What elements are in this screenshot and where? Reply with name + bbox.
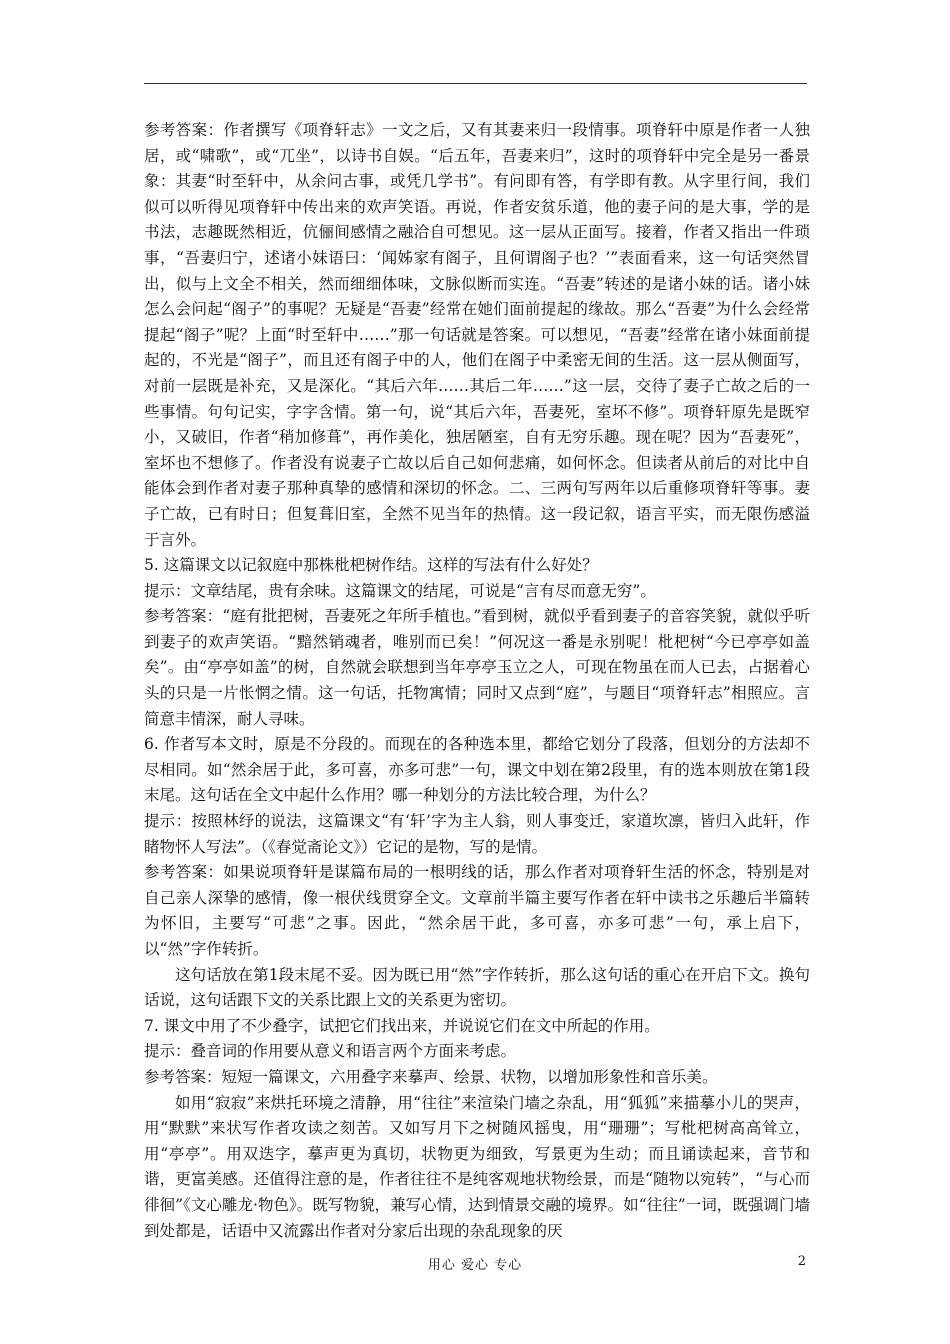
question-6: 6. 作者写本文时，原是不分段的。而现在的各种选本里，都给它划分了段落，但划分的方法却不尽相同。如“然余居于此，多可喜，亦多可悲”一句，课文中划在第2段里，有的选本则放在第1段末尾。这句话在全文中起什么作用？哪一种划分的方法比较合理，为什么？ xyxy=(144,735,810,805)
question-7: 7. 课文中用了不少叠字，试把它们找出来，并说说它们在文中所起的作用。 xyxy=(144,1016,660,1035)
question-5: 5. 这篇课文以记叙庭中那株枇杷树作结。这样的写法有什么好处？ xyxy=(144,556,598,575)
hint: 提示：叠音词的作用要从意义和语言两个方面来考虑。 xyxy=(144,1042,517,1061)
hint: 提示：文章结尾，贵有余味。这篇课文的结尾，可说是“言有尽而意无穷”。 xyxy=(144,581,656,600)
paragraph: 这句话放在第1段末尾不妥。因为既已用“然”字作转折，那么这句话的重心在开启下文。换句话说，这句话跟下文的关系比跟上文的关系更为密切。 xyxy=(144,965,810,1010)
page-number: 2 xyxy=(797,1254,806,1269)
paragraph: 参考答案：作者撰写《项脊轩志》一文之后，又有其妻来归一段情事。项脊轩中原是作者一人独居，或“啸歌”，或“兀坐”，以诗书自娱。“后五年，吾妻来归”，这时的项脊轩中完全是另一番景象：其妻“时至轩中，从余问古事，或凭几学书”。有问即有答，有学即有教。从字里行间，我们似可以听得见项脊轩中传出来的欢声笑语。再说，作者安贫乐道，他的妻子问的是大事，学的是书法，志趣既然相近，伉俪间感情之融洽自可想见。这一层从正面写。接着，作者又指出一件琐事，“吾妻归宁，述诸小妹语曰：‘闻姊家有阁子，且何谓阁子也？’”表面看来，这一句话突然冒出，似与上文全不相关，然而细细体味，文脉似断而实连。“吾妻”转述的是诸小妹的话。诸小妹怎么会问起“阁子”的事呢？无疑是“吾妻”经常在她们面前提起的缘故。那么“吾妻”为什么会经常提起“阁子”呢？上面“时至轩中……”那一句话就是答案。可以想见，“吾妻”经常在诸小妹面前提起的，不光是“阁子”，而且还有阁子中的人，他们在阁子中柔密无间的生活。这一层从侧面写，对前一层既是补充，又是深化。“其后六年……其后二年……”这一层，交待了妻子亡故之后的一些事情。句句记实，字字含情。第一句，说“其后六年，吾妻死，室坏不修”。项脊轩原先是既窄小，又破旧，作者“稍加修葺”，再作美化，独居陋室，自有无穷乐趣。现在呢？因为“吾妻死”，室坏也不想修了。作者没有说妻子亡故以后自己如何悲痛，如何怀念。但读者从前后的对比中自能体会到作者对妻子那种真挚的感情和深切的怀念。二、三两句写两年以后重修项脊轩等事。妻子亡故，已有时日；但复葺旧室，全然不见当年的热情。这一段记叙，语言平实，而无限伤感溢于言外。 xyxy=(144,121,810,549)
document-body xyxy=(144,118,810,1244)
hint: 提示：按照林纾的说法，这篇课文“有‘轩’字为主人翁，则人事变迁，家道坎凛，皆归入此轩，作睹物怀人写法”。（《春觉斋论文》）它记的是物，写的是情。 xyxy=(144,812,810,856)
answer: 参考答案：如果说项脊轩是谋篇布局的一根明线的话，那么作者对项脊轩生活的怀念，特别是对自己亲人深挚的感情，像一根伏线贯穿全文。文章前半篇主要写作者在轩中读书之乐趣后半篇转为怀旧，主要写“可悲”之事。因此，“然余居干此，多可喜，亦多可悲”一句，承上启下，以“然”字作转折。 xyxy=(144,863,810,958)
paragraph: 如用“寂寂”来烘托环境之清静，用“往往”来渲染门墙之杂乱，用“狐狐”来描摹小儿的哭声，用“默默”来状写作者攻读之刻苦。又如写月下之树随风摇曳，用“珊珊”；写枇杷树高高耸立，用“亭亭”。用双迭字，摹声更为真切，状物更为细致，写景更为生动；而且诵读起来，音节和谐，更富美感。还值得注意的是，作者往往不是纯客观地状物绘景，而是“随物以宛转”，“与心而徘徊”《文心雕龙·物色》。既写物貌，兼写心情，达到情景交融的境界。如“往往”一词，既强调门墙到处都是，话语中又流露出作者对分家后出现的杂乱现象的厌 xyxy=(144,1093,810,1240)
header-rule xyxy=(144,83,807,84)
answer: 参考答案：短短一篇课文，六用叠字来摹声、绘景、状物，以增加形象性和音乐美。 xyxy=(144,1067,718,1086)
footer-motto: 用心 爱心 专心 xyxy=(427,1258,523,1273)
answer: 参考答案：“庭有批把树，吾妻死之年所手植也。”看到树，就似乎看到妻子的音容笑貌，就似乎听到妻子的欢声笑语。“黯然销魂者，唯别而已矣！”何况这一番是永别呢！枇杷树“今已亭亭如盖矣”。由“亭亭如盖”的树，自然就会联想到当年亭亭玉立之人，可现在物虽在而人已去，占据着心头的只是一片怅惘之情。这一句话，托物寓情；同时又点到“庭”，与题目“项脊轩志”相照应。言简意丰情深，耐人寻味。 xyxy=(144,607,810,728)
